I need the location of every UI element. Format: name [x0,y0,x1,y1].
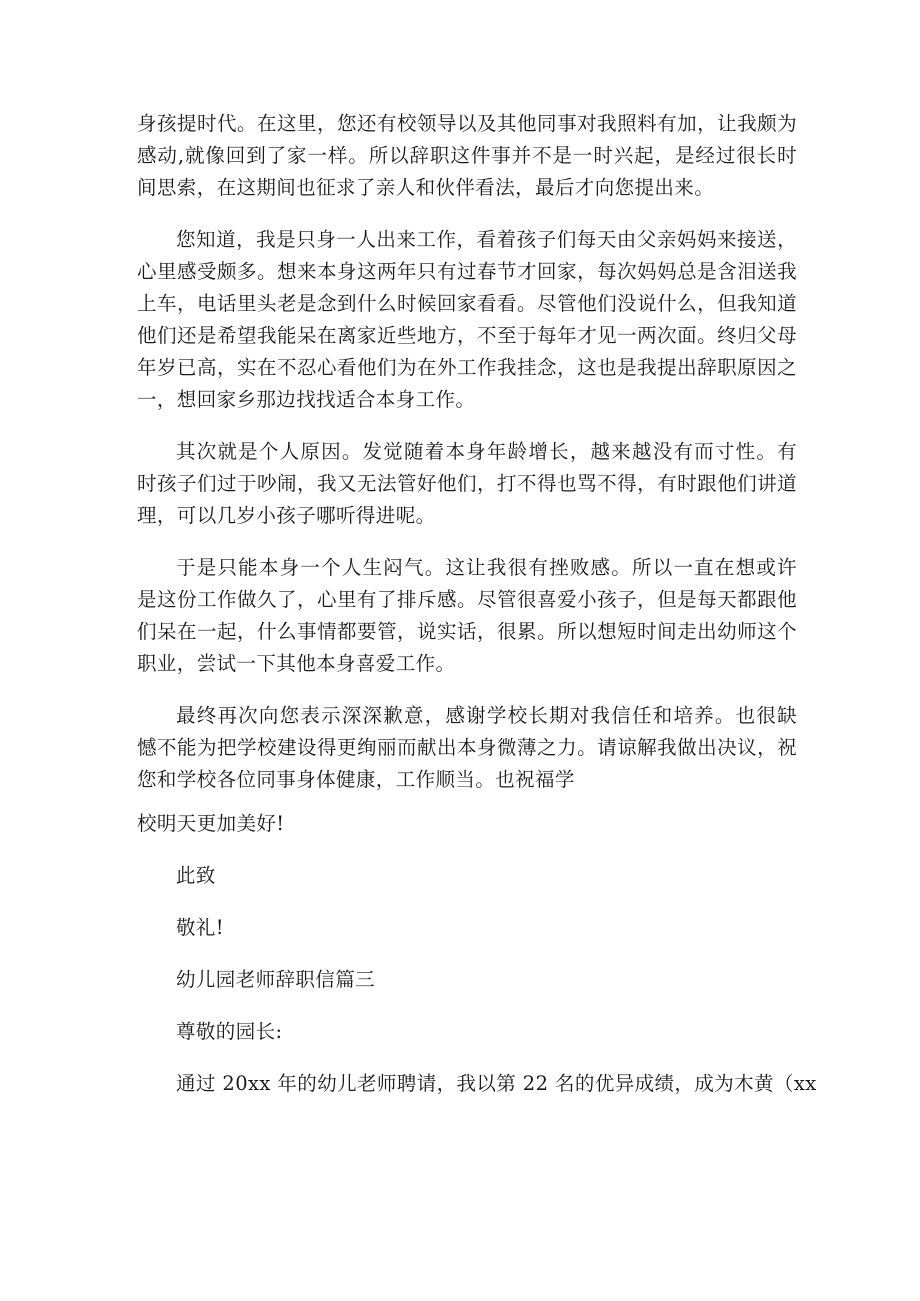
letter-body [137,108,817,1100]
text-line: 其次就是个人原因。发觉随着本身年龄增长，越来越没有而寸性。有 [176,440,797,463]
section-title: 幼儿园老师辞职信篇三 [176,968,376,991]
text-line: 他们还是希望我能呆在离家近些地方，不至于每年才见一两次面。终归父母 [137,324,797,347]
paragraph-4 [137,552,797,680]
text-line: 心里感受颇多。想来本身这两年只有过春节才回家，每次妈妈总是含泪送我 [137,260,797,283]
closing-greeting: 此致 [176,864,216,887]
text-line: 憾不能为把学校建设得更绚丽而献出本身微薄之力。请谅解我做出决议，祝 [137,736,797,759]
paragraph-2 [137,224,797,416]
tail-line: 校明天更加美好! [137,812,285,835]
text-line: 们呆在一起，什么事情都要管，说实话，很累。所以想短时间走出幼师这个 [137,620,797,643]
text-line: 时孩子们过于吵闹，我又无法管好他们，打不得也骂不得，有时跟他们讲道 [137,472,797,495]
text-line: 间思索，在这期间也征求了亲人和伙伴看法，最后才向您提出来。 [137,176,715,199]
text-line: 您知道，我是只身一人出来工作，看着孩子们每天由父亲妈妈来接送， [176,228,797,251]
text-line: 理，可以几岁小孩子哪听得进呢。 [137,504,436,527]
text-line: 感动,就像回到了家一样。所以辞职这件事并不是一时兴起，是经过很长时 [137,144,797,167]
text-line: 您和学校各位同事身体健康，工作顺当。也祝福学 [137,768,575,791]
paragraph-5 [137,700,797,796]
text-line: 是这份工作做久了，心里有了排斥感。尽管很喜爱小孩子，但是每天都跟他 [137,588,797,611]
text-line: 最终再次向您表示深深歉意，感谢学校长期对我信任和培养。也很缺 [176,704,797,727]
text-line: 职业，尝试一下其他本身喜爱工作。 [137,652,456,675]
paragraph-1 [137,108,797,204]
paragraph-3 [137,436,797,532]
text-line: 通过 20xx 年的幼儿老师聘请，我以第 22 名的优异成绩，成为木黄（xx [176,1072,817,1095]
text-line: 一，想回家乡那边找找适合本身工作。 [137,388,476,411]
text-line: 年岁已高，实在不忍心看他们为在外工作我挂念，这也是我提出辞职原因之 [137,356,797,379]
text-line: 身孩提时代。在这里，您还有校领导以及其他同事对我照料有加，让我颇为 [137,112,797,135]
closing-salute: 敬礼! [176,916,225,939]
text-line: 上车，电话里头老是念到什么时候回家看看。尽管他们没说什么，但我知道 [137,292,797,315]
text-line: 于是只能本身一个人生闷气。这让我很有挫败感。所以一直在想或许 [176,556,797,579]
salutation: 尊敬的园长: [176,1020,283,1043]
